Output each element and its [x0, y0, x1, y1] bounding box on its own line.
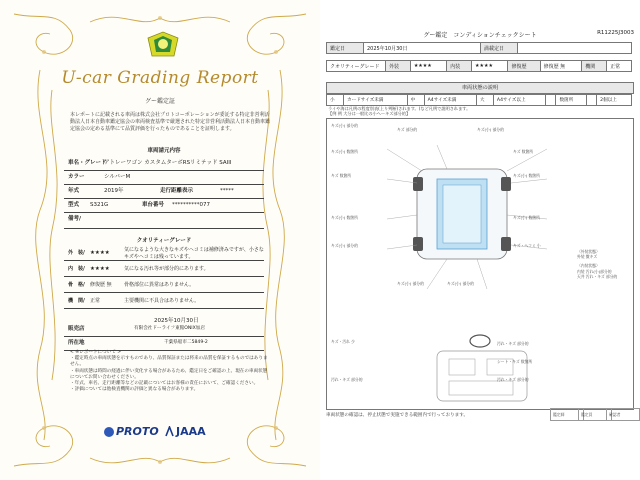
grade-stars: 正常 [90, 298, 101, 304]
chassis-value: **********077 [172, 202, 210, 208]
name-grade-label: 車名・グレード [68, 160, 107, 166]
address-label: 所在地 [68, 340, 85, 346]
stamp-box: 鑑定員 [578, 408, 612, 421]
quality-grade-title: クオリティーグレード [136, 238, 192, 244]
certificate-statement: 本レポートに記載される車両は株式会社プロトコーポレーションが委託する特定非営利活動法人日本自動車鑑定協会の車両検査基準で厳選された特定非営利活動法人日本自動車鑑定協会の定める基準にて品質評価を行ったものであることを証明します。 [70, 112, 271, 133]
size-cell: 中 [407, 95, 424, 106]
expiry-value [518, 43, 632, 54]
model-value: S321G [90, 202, 109, 208]
condition-note: 〈内装状態〉 [577, 263, 600, 269]
engine-label: 機関 [582, 61, 607, 72]
damage-tag: シート・キズ 数箇所 [497, 359, 533, 364]
sheet-footer: 車両状態の確認は、停止状態で実施できる範囲内で行っております。 [326, 413, 469, 418]
condition-note: 外装 微キズ [577, 254, 598, 260]
certificate-date: 2025年10月30日 [154, 318, 199, 324]
damage-tag: キズ(小) 部分的 [477, 127, 504, 132]
engine-value: 正常 [607, 61, 632, 72]
condition-note: 〈外装状態〉 [577, 249, 600, 254]
grade-row-frame [64, 278, 264, 293]
quality-label: クオリティーグレード [327, 61, 386, 72]
grade-stars: 修復歴 無 [90, 282, 112, 288]
condition-note: 内装 汚れ(小)部分的 [577, 268, 612, 274]
grade-row-interior [64, 262, 264, 277]
damage-tag: キズ(小) 数箇所 [331, 215, 358, 220]
row-year [64, 184, 264, 199]
damage-tag: キズ 数箇所 [331, 173, 352, 178]
size-cell: 2個以上 [597, 95, 632, 106]
jaaa-logo-text: JAAA [176, 425, 206, 438]
chassis-label: 車台番号 [142, 202, 165, 208]
grade-label: 機 関/ [68, 298, 85, 304]
size-cell: 数箇所 [556, 95, 586, 106]
year-value: 2019年 [104, 188, 124, 194]
legend-text [328, 106, 470, 116]
mileage-label: 走行距離表示 [160, 188, 194, 194]
remarks-label: 備考/ [68, 216, 82, 222]
date-value: 2025年10月30日 [364, 43, 481, 54]
certificate-subtitle: グー鑑定証 [144, 98, 175, 105]
grade-row-exterior [64, 246, 264, 261]
size-cell [586, 95, 596, 106]
meta-table-dates [326, 42, 632, 54]
color-value: シルバーM [104, 174, 131, 180]
grade-desc: 気になる汚れ等が部分的にあります。 [124, 266, 209, 272]
grade-desc: 骨格部位に異常はありません。 [124, 282, 195, 288]
condition-notes [577, 249, 625, 279]
row-dealer [64, 322, 264, 337]
exterior-label: 外装 [386, 61, 411, 72]
damage-tag: キズ(小) 部分的 [447, 281, 474, 286]
stamp-box: 確認者 [606, 408, 640, 421]
row-address [64, 336, 264, 351]
damage-tag: キズ(小) 部分的 [397, 281, 424, 286]
size-cell: カードサイズ未満 [344, 95, 408, 106]
grade-desc: 主要機関に不具合はありません。 [124, 298, 200, 304]
interior-label: 内装 [447, 61, 472, 72]
legend-line: 【例 例 大分は一般比の小ヘーキズ部分的】 [328, 111, 411, 117]
expiry-label: 満載定日 [481, 43, 518, 54]
damage-tag: 汚れ・キズ 部分的 [497, 341, 529, 346]
note-line: ・鑑定時点の車両状態を示すものであり、品質保証または将来の品質を保証するものではありません。 [70, 356, 268, 368]
size-legend-table [326, 94, 632, 106]
jaaa-logo-icon [165, 426, 174, 437]
damage-tag: キズ(小) 部分的 [331, 123, 358, 128]
date-label: 鑑定日 [327, 43, 364, 54]
frame-label: 修復歴 [508, 61, 540, 72]
row-model [64, 198, 264, 213]
grade-label: 外 装/ [68, 250, 85, 256]
grade-stars: ★★★★ [90, 266, 110, 272]
vehicle-diagram-panel [326, 118, 634, 410]
size-cell [546, 95, 556, 106]
grade-stars: ★★★★ [90, 250, 110, 256]
proto-logo-text: PROTO [116, 425, 159, 438]
damage-tag: キズ 数箇所 [513, 149, 534, 154]
row-color [64, 170, 264, 185]
dealer-value: 有限会社ドーライフ東館ONIX加店 [134, 326, 205, 331]
row-remarks [64, 212, 264, 229]
legend-line: ライや海は凡例の程度別表(上り判断)されます。(など凡例で説明されます。 [328, 106, 471, 111]
mileage-value: ***** [220, 188, 234, 194]
year-label: 年式 [68, 188, 80, 194]
interior-value: ★★★★ [472, 61, 508, 72]
damage-tag: 汚れ・キズ 部分的 [497, 377, 529, 382]
note-line: < ※レポートについて > [70, 350, 122, 355]
size-cell: A4サイズ未満 [424, 95, 476, 106]
stamp-box: 鑑定師 [550, 408, 584, 421]
damage-tag: キズ(小) 数箇所 [513, 215, 540, 220]
grade-label: 骨 格/ [68, 282, 85, 288]
grade-desc: 気になるような大きなキズやヘコミは補修済みですが、小さなキズやヘコミは残っています。 [124, 247, 264, 260]
sheet-title: グー鑑定 コンディションチェックシート [423, 32, 537, 39]
size-cell: 大 [476, 95, 493, 106]
damage-tag: キズ(小) 数箇所 [331, 149, 358, 154]
color-label: カラー [68, 174, 85, 180]
damage-tag: キズ(小) 数箇所 [513, 173, 540, 178]
note-line: ・年式、車名、走行距離等などの記載についてはお客様の責任において、ご確認ください。 [70, 381, 259, 387]
damage-tag: キズ(小) 部分的 [331, 243, 358, 248]
damage-tag: キズ・ヘコミ 小 [513, 243, 541, 248]
meta-table-grades [326, 60, 632, 72]
row-name-grade [64, 156, 264, 171]
damage-tag: キズ・汚れ 少 [331, 339, 355, 344]
size-cell: A4サイズ以上 [493, 95, 545, 106]
name-grade-value: アトレーワゴン カスタムターボRSリミテッド SAIII [104, 160, 232, 166]
condition-check-sheet [320, 0, 640, 480]
condition-note: 天井 汚れ・キズ 部分的 [577, 273, 618, 279]
proto-logo-icon [104, 427, 114, 437]
vehicle-section-title: 車両請元内容 [147, 148, 181, 154]
frame-value: 修復歴 無 [540, 61, 582, 72]
address-value: 千葉県船市二5849-2 [164, 340, 208, 345]
certificate-notes [70, 350, 270, 393]
size-cell: 小 [327, 95, 344, 106]
grade-label: 内 装/ [68, 266, 85, 272]
goo-badge-icon [146, 30, 180, 60]
exterior-value: ★★★★ [410, 61, 446, 72]
model-label: 型式 [68, 202, 80, 208]
note-line: ・評価については他検査機関の評価と異なる場合があります。 [70, 387, 199, 393]
note-line: ・車両状態は時間の経過に伴い変化する場合があるため、鑑定日をご確認の上、現在の車両状態についてお問い合わせください。 [70, 368, 268, 380]
damage-tag: キズ 部分的 [397, 127, 418, 132]
certificate-title: U-car Grading Report [61, 68, 259, 88]
sheet-code: R11225J3003 [597, 30, 634, 36]
grade-row-engine [64, 294, 264, 309]
explain-title: 車両状態の説明 [326, 82, 634, 94]
damage-tag: 汚れ・キズ 部分的 [331, 377, 363, 382]
dealer-label: 販売店 [68, 326, 85, 332]
